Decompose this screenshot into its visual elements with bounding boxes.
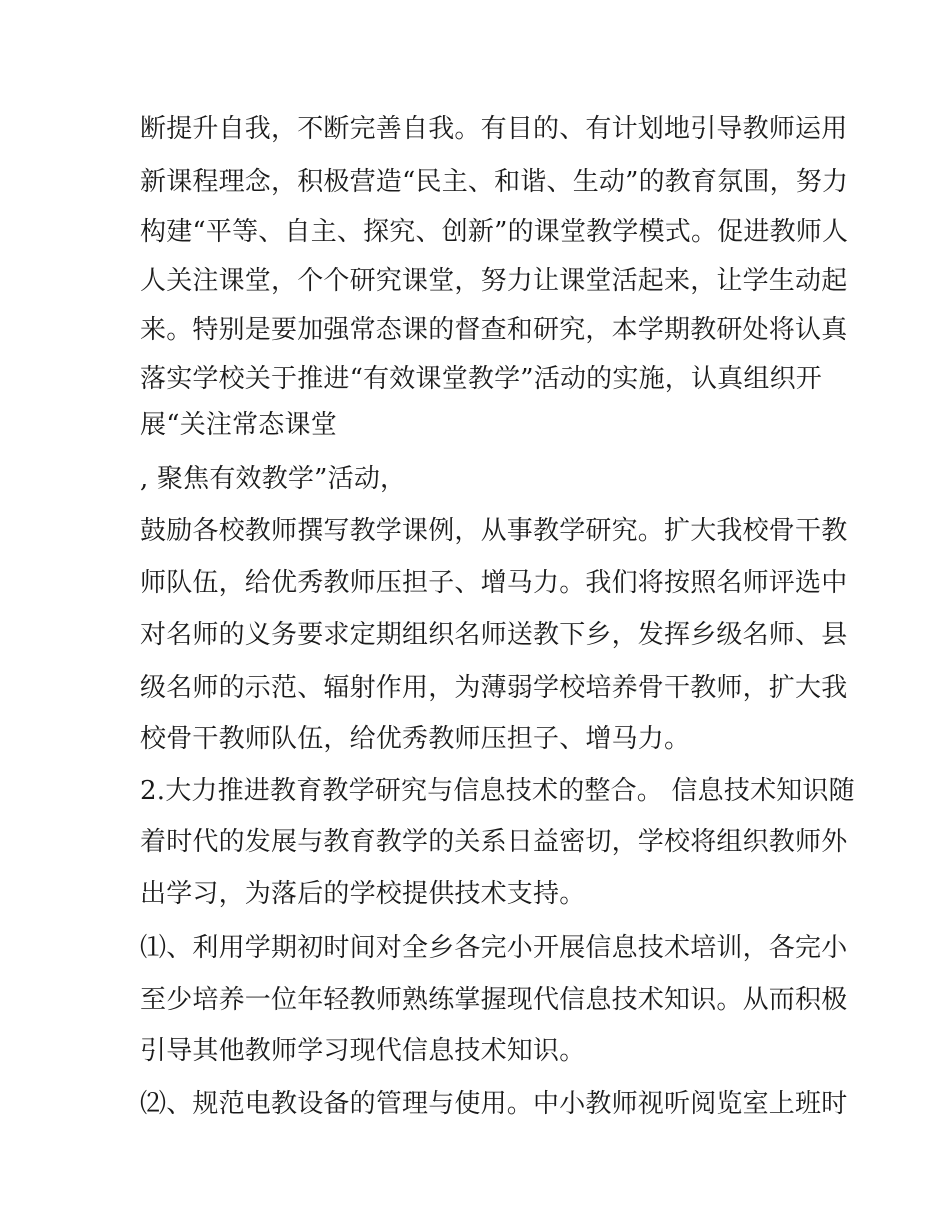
text-line: 落实学校关于推进“有效课堂教学”活动的实施，认真组织开 xyxy=(140,364,822,394)
text-line: 引导其他教师学习现代信息技术知识。 xyxy=(140,1036,586,1066)
text-line: 来。特别是要加强常态课的督查和研究，本学期教研处将认真 xyxy=(140,315,848,345)
text-line: 师队伍，给优秀教师压担子、增马力。我们将按照名师评选中 xyxy=(140,568,848,598)
text-line: 2.大力推进教育教学研究与信息技术的整合。 信息技术知识随 xyxy=(140,776,855,806)
text-line: 鼓励各校教师撰写教学课例，从事教学研究。扩大我校骨干教 xyxy=(140,516,848,546)
text-line: 构建“平等、自主、探究、创新”的课堂教学模式。促进教师人 xyxy=(140,217,849,247)
text-line: 级名师的示范、辐射作用，为薄弱学校培养骨干教师，扩大我 xyxy=(140,673,848,703)
text-line: 校骨干教师队伍，给优秀教师压担子、增马力。 xyxy=(140,724,691,754)
text-line: 至少培养一位年轻教师熟练掌握现代信息技术知识。从而积极 xyxy=(140,985,848,1015)
text-line: 断提升自我，不断完善自我。有目的、有计划地引导教师运用 xyxy=(140,114,848,144)
text-line: 新课程理念，积极营造“民主、和谐、生动”的教育氛围，努力 xyxy=(140,167,849,197)
text-line: 人关注课堂，个个研究课堂，努力让课堂活起来，让学生动起 xyxy=(140,266,848,296)
text-line: 对名师的义务要求定期组织名师送教下乡，发挥乡级名师、县 xyxy=(140,620,848,650)
text-line: 展“关注常态课堂 xyxy=(140,410,337,440)
text-line: 出学习，为落后的学校提供技术支持。 xyxy=(140,879,586,909)
text-line: ⑵、规范电教设备的管理与使用。中小教师视听阅览室上班时 xyxy=(140,1089,848,1119)
text-line: ⑴、利用学期初时间对全乡各完小开展信息技术培训，各完小 xyxy=(140,933,848,963)
text-line: 着时代的发展与教育教学的关系日益密切，学校将组织教师外 xyxy=(140,827,848,857)
text-line: , 聚焦有效教学”活动， xyxy=(140,464,407,494)
